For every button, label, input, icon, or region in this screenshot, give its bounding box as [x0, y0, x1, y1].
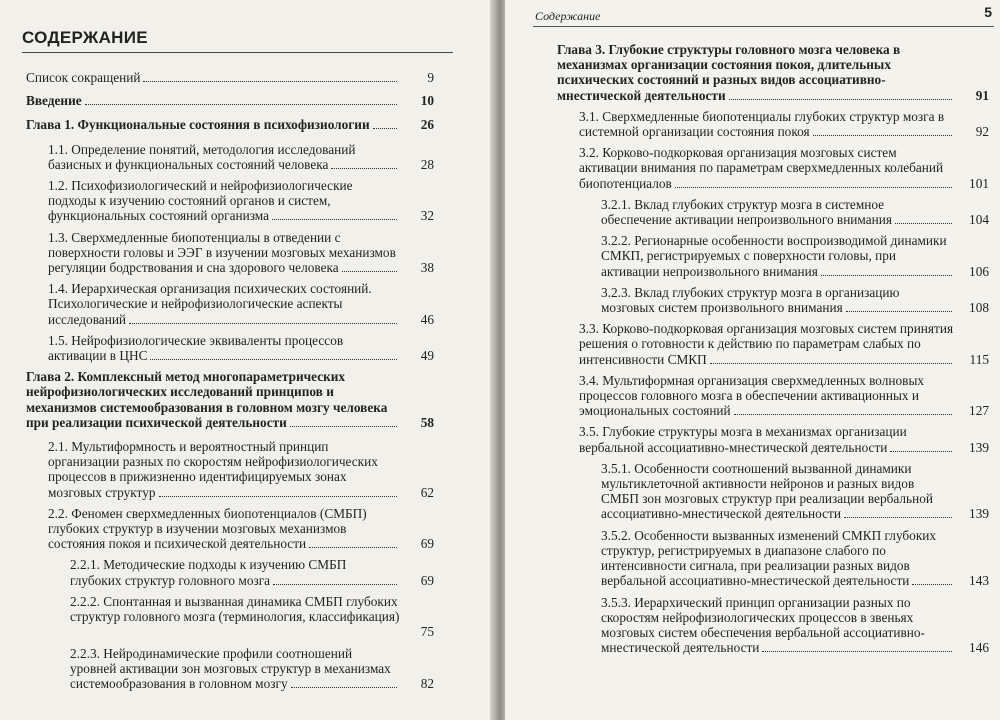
dot-leader: [129, 323, 397, 324]
toc-entry-title: 3.5.3. Иерархический принцип организации разных по скоростям нейрофизиологических процессов в звеньях мозговых систем обеспечения вербальной ассоциативно-мнестической деятельности: [601, 594, 925, 656]
toc-entry-page: 62: [420, 484, 434, 500]
toc-entry-title: 1.5. Нейрофизиологические эквиваленты процессов активации в ЦНС: [48, 332, 344, 364]
toc-entry-title: 3.2.1. Вклад глубоких структур мозга в системное обеспечение активации непроизвольного внимания: [601, 196, 892, 228]
toc-entry-page: 82: [420, 675, 434, 691]
toc-entry-page: 49: [420, 348, 434, 364]
toc-entry-title: 1.3. Сверхмедленные биопотенциалы в отведении с поверхности головы и ЭЭГ в изучении мозговых механизмов регуляции бодрствования и сна здорового человека: [48, 229, 396, 276]
toc-entry: [557, 145, 989, 191]
running-head: Содержание: [535, 9, 601, 23]
dot-leader: [844, 517, 952, 518]
dot-leader: [273, 584, 397, 585]
toc-entry: [557, 373, 989, 419]
toc-entry: [557, 595, 989, 656]
heading-rule: [22, 52, 453, 53]
toc-entry-page: 106: [969, 263, 989, 279]
toc-entry-title: 2.2. Феномен сверхмедленных биопотенциалов (СМБП) глубоких структур в изучении мозговых механизмов состояния покоя и психической деятельности: [48, 505, 367, 552]
toc-entry-title: Глава 1. Функциональные состояния в психофизиологии: [26, 117, 370, 133]
dot-leader: [912, 584, 952, 585]
dot-leader: [729, 99, 952, 100]
toc-entry: [26, 178, 434, 224]
toc-entry-page: 46: [420, 311, 434, 327]
toc-entry: [26, 281, 434, 327]
left-page: [0, 0, 495, 720]
header-rule: [533, 26, 994, 27]
toc-entry-page: 32: [420, 208, 434, 224]
toc-entry: [26, 646, 434, 692]
toc-entry: [26, 117, 434, 132]
toc-entry-page: 108: [969, 300, 989, 316]
toc-entry: [26, 142, 434, 172]
toc-entry: [26, 93, 434, 108]
dot-leader: [813, 135, 952, 136]
dot-leader: [710, 363, 952, 364]
toc-entry-title: Глава 2. Комплексный метод многопараметрических нейрофизиологических исследований принципов и механизмов системообразования в головном мозгу человека при реализации психической деятельности: [26, 369, 388, 430]
toc-entry-page: 146: [969, 640, 989, 656]
toc-entry-page: 92: [975, 124, 989, 140]
dot-leader: [895, 223, 952, 224]
toc-entry-page: 69: [420, 572, 434, 588]
toc-entry-title: 2.1. Мультиформность и вероятностный принцип организации разных по скоростям нейрофизиологических процессов в прижизненно идентифицируемых зонах мозговых структур: [48, 439, 378, 500]
toc-entry: [557, 461, 989, 522]
dot-leader: [290, 426, 397, 427]
toc-heading: СОДЕРЖАНИЕ: [22, 28, 148, 47]
toc-entry: [557, 233, 989, 279]
toc-entry-page: 69: [420, 536, 434, 552]
toc-entry: [26, 557, 434, 587]
toc-entry-page: 104: [969, 212, 989, 228]
toc-entry-title: 3.5. Глубокие структуры мозга в механизмах организации вербальной ассоциативно-мнестической деятельности: [579, 424, 907, 455]
page-number: 5: [984, 4, 992, 20]
toc-entry: [557, 528, 989, 589]
toc-entry-title: 3.4. Мультиформная организация сверхмедленных волновых процессов головного мозга в обеспечении активационных и эмоциональных состояний: [579, 372, 925, 419]
toc-list-left: [26, 70, 434, 697]
toc-entry: [26, 506, 434, 552]
toc-entry-page: 26: [420, 117, 434, 133]
toc-entry-title: 2.2.1. Методические подходы к изучению СМБП глубоких структур головного мозга: [70, 557, 347, 588]
toc-entry-title: 2.2.3. Нейродинамические профили соотношений уровней активации зон мозговых структур в механизмах системообразования в головном мозгу: [70, 645, 391, 691]
toc-entry: [26, 594, 434, 640]
toc-entry-page: 58: [420, 414, 434, 430]
toc-entry-title: 3.2.2. Регионарные особенности воспроизводимой динамики СМКП, регистрируемых с поверхности головы, при активации непроизвольного внимания: [601, 233, 947, 279]
toc-entry-page: 91: [975, 87, 989, 103]
toc-entry-page: 38: [420, 260, 434, 276]
toc-entry-title: 3.2. Корково-подкорковая организация мозговых систем активации внимания по параметрам сверхмедленных колебаний биопотенциалов: [579, 145, 944, 191]
dot-leader: [291, 687, 397, 688]
dot-leader: [846, 311, 952, 312]
toc-entry-page: 115: [969, 351, 989, 367]
toc-entry: [557, 197, 989, 227]
toc-entry-page: 28: [420, 156, 434, 172]
toc-entry-title: Глава 3. Глубокие структуры головного мозга человека в механизмах организации состояния покоя, длительных психических состояний и разных видов ассоциативно-мнестической деятельности: [557, 42, 901, 103]
toc-entry-title: Введение: [26, 93, 82, 109]
dot-leader: [309, 547, 397, 548]
toc-entry: [557, 109, 989, 139]
dot-leader: [331, 168, 397, 169]
toc-entry: [26, 369, 434, 430]
toc-entry-page: 10: [420, 93, 434, 109]
toc-entry: [26, 70, 434, 85]
toc-entry-title: 3.5.2. Особенности вызванных изменений СМКП глубоких структур, регистрируемых в диапазоне слабого по интенсивности сигнала, при реализации разных видов вербальной ассоциативно-мнестической деятельности: [601, 527, 937, 589]
dot-leader: [159, 496, 398, 497]
right-page: [505, 0, 1000, 720]
toc-entry: [26, 333, 434, 363]
toc-entry-page: 101: [969, 175, 989, 191]
dot-leader: [150, 359, 397, 360]
toc-list-right: [557, 42, 989, 661]
toc-entry: [557, 424, 989, 454]
toc-entry: [26, 439, 434, 500]
toc-entry-title: 3.5.1. Особенности соотношений вызванной динамики мультиклеточной активности нейронов и разных видов СМБП зон мозговых структур при реализации вербальной ассоциативно-мнестической деятельности: [601, 460, 933, 522]
dot-leader: [890, 451, 952, 452]
toc-entry-title: 1.2. Психофизиологический и нейрофизиологические подходы к изучению состояний органов и систем, функциональных состояний организма: [48, 178, 353, 224]
toc-entry-page: 9: [427, 70, 434, 85]
toc-entry-page: 75: [420, 624, 434, 640]
dot-leader: [821, 275, 952, 276]
toc-entry-title: Список сокращений: [26, 70, 141, 85]
toc-entry-title: 3.1. Сверхмедленные биопотенциалы глубоких структур мозга в системной организации состояния покоя: [579, 108, 945, 140]
toc-entry: [26, 230, 434, 276]
dot-leader: [762, 651, 952, 652]
dot-leader: [734, 414, 952, 415]
dot-leader: [342, 271, 397, 272]
toc-entry-page: 139: [969, 439, 989, 455]
toc-entry-title: 2.2.2. Спонтанная и вызванная динамика СМБП глубоких структур головного мозга (терминология, классификация): [70, 593, 400, 625]
toc-entry-title: 3.3. Корково-подкорковая организация мозговых систем принятия решения о готовности к действию по параметрам слабых по интенсивности СМКП: [579, 321, 954, 367]
dot-leader: [143, 81, 397, 82]
dot-leader: [373, 128, 397, 129]
dot-leader: [272, 219, 397, 220]
toc-entry-title: 1.4. Иерархическая организация психических состояний. Психологические и нейрофизиологические аспекты исследований: [48, 281, 372, 327]
toc-entry: [557, 285, 989, 315]
toc-entry-page: 139: [969, 506, 989, 522]
toc-entry-title: 3.2.3. Вклад глубоких структур мозга в организацию мозговых систем произвольного внимания: [601, 284, 900, 316]
toc-entry-page: 127: [969, 403, 989, 419]
toc-entry: [557, 42, 989, 103]
dot-leader: [85, 104, 397, 105]
toc-entry-page: 143: [969, 573, 989, 589]
dot-leader: [675, 187, 952, 188]
toc-entry-title: 1.1. Определение понятий, методология исследований базисных и функциональных состояний человека: [48, 141, 356, 172]
toc-entry: [557, 321, 989, 367]
